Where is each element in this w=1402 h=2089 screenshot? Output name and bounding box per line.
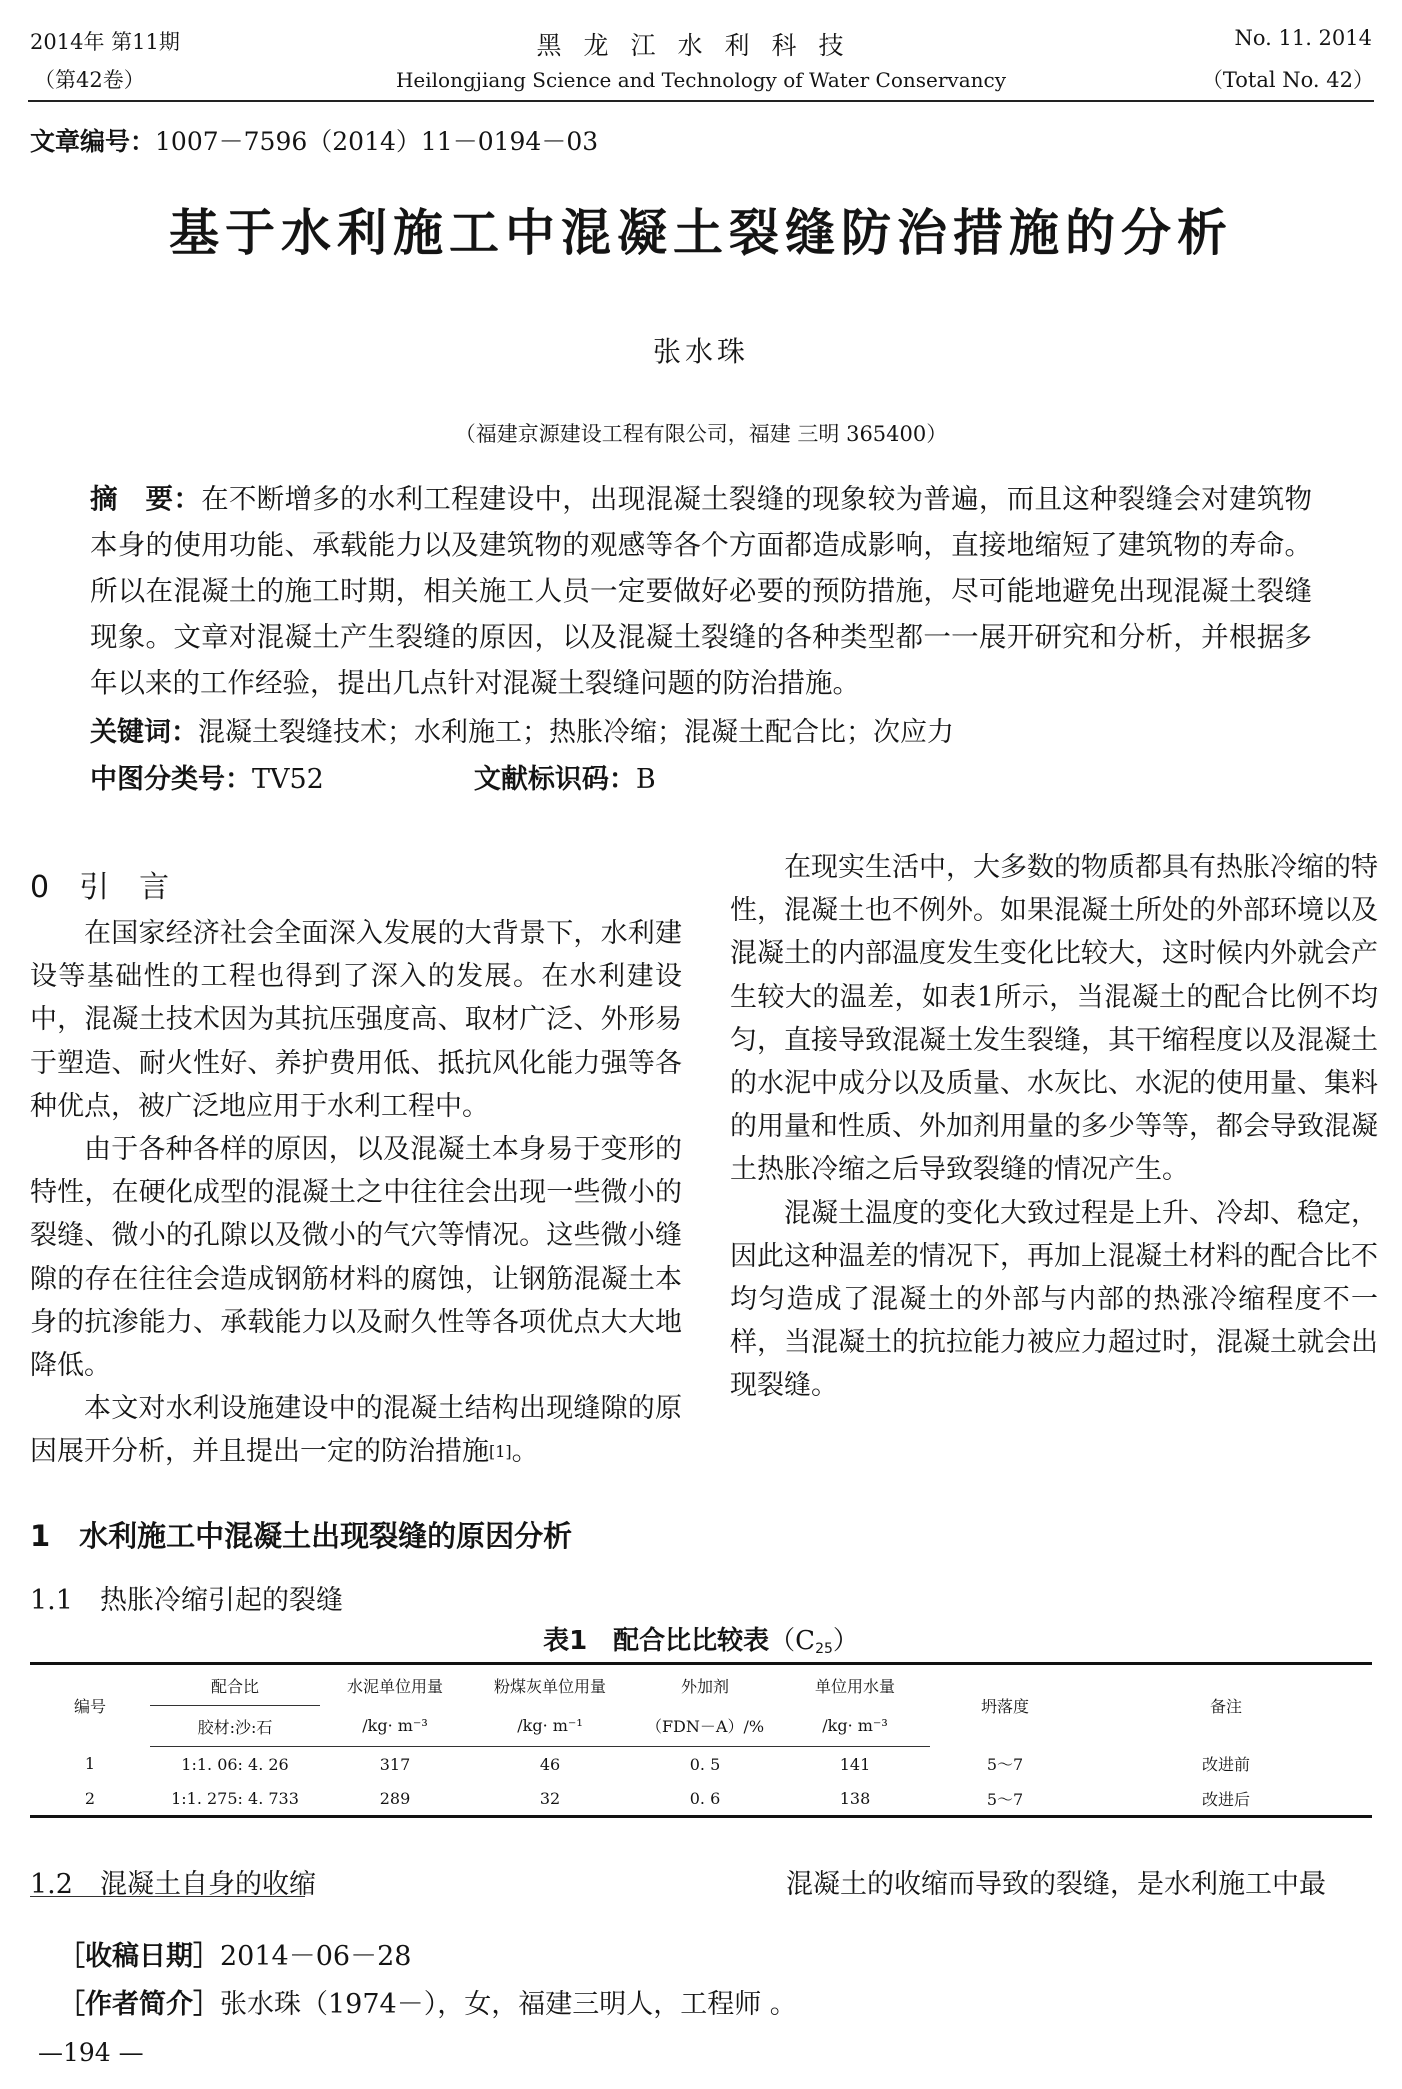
- bio-label: ［作者简介］: [58, 1989, 220, 2020]
- header-issue-en: No. 11. 2014: [1234, 26, 1372, 50]
- bio-value: 张水珠（1974－），女，福建三明人，工程师 。: [220, 1989, 797, 2020]
- clc-label: 中图分类号：: [90, 764, 252, 795]
- received-label: ［收稿日期］: [58, 1941, 220, 1972]
- cell-flyash: 46: [539, 1754, 561, 1774]
- section-1-1-heading: 1.1 热胀冷缩引起的裂缝: [30, 1585, 343, 1616]
- header-flyash-bottom: /kg· m⁻¹: [470, 1706, 630, 1747]
- article-number-value: 1007－7596（2014）11－0194－03: [155, 127, 599, 156]
- cell-ratio: 1:1. 275: 4. 733: [171, 1788, 299, 1808]
- period: 。: [511, 1436, 539, 1468]
- citation: [1]: [489, 1442, 512, 1462]
- header-ratio-bottom: 胶材:沙:石: [150, 1706, 320, 1747]
- abstract: [90, 476, 1312, 706]
- header-water-top: 单位用水量: [814, 1676, 895, 1696]
- header-rule: [28, 100, 1374, 102]
- header-id: 编号: [73, 1697, 106, 1717]
- keywords: [90, 710, 954, 749]
- caption-paren-close: ）: [832, 1626, 859, 1656]
- paragraph: 在现实生活中，大多数的物质都具有热胀冷缩的特性，混凝土也不例外。如果混凝土所处的外部环境以及混凝土的内部温度发生变化比较大，这时候内外就会产生较大的温差，如表1所示，当混凝土的配合比例不均匀，直接导致混凝土发生裂缝，其干缩程度以及混凝土的水泥中成分以及质量、水灰比、水泥的使用量、集料的用量和性质、外加剂用量的多少等等，都会导致混凝土热胀冷缩之后导致裂缝的情况产生。: [730, 852, 1378, 1186]
- received-date: [58, 1934, 411, 1973]
- right-column-tail: 混凝土的收缩而导致的裂缝，是水利施工中最: [786, 1869, 1326, 1900]
- keywords-label: 关键词：: [90, 717, 198, 748]
- header-total-en: （Total No. 42）: [1201, 68, 1374, 92]
- abstract-text: 在不断增多的水利工程建设中，出现混凝土裂缝的现象较为普遍，而且这种裂缝会对建筑物本身的使用功能、承载能力以及建筑物的观感等各个方面都造成影响，直接地缩短了建筑物的寿命。所以在混凝土的施工时期，相关施工人员一定要做好必要的预防措施，尽可能地避免出现混凝土裂缝现象。文章对混凝土产生裂缝的原因，以及混凝土裂缝的各种类型都一一展开研究和分析，并根据多年以来的工作经验，提出几点针对混凝土裂缝问题的防治措施。: [90, 483, 1313, 699]
- footnote-rule: [30, 1896, 305, 1897]
- received-value: 2014－06－28: [220, 1941, 412, 1972]
- abstract-label: 摘 要：: [90, 483, 202, 515]
- journal-title-en: Heilongjiang Science and Technology of Water Conservancy: [395, 68, 1007, 92]
- cell-ratio: 1:1. 06: 4. 26: [181, 1754, 289, 1774]
- section-1-heading: 1 水利施工中混凝土出现裂缝的原因分析: [30, 1519, 573, 1553]
- caption-paren-open: （C: [769, 1626, 816, 1656]
- doc-code-value: B: [635, 764, 656, 795]
- header-slump: 坍落度: [980, 1697, 1029, 1717]
- cell-admix: 0. 5: [689, 1754, 721, 1774]
- header-note: 备注: [1209, 1697, 1242, 1717]
- author-affiliation: （福建京源建设工程有限公司，福建 三明 365400）: [454, 422, 948, 446]
- left-column: [30, 912, 682, 1474]
- article-number-label: 文章编号：: [30, 127, 156, 156]
- cell-water: 141: [839, 1754, 871, 1774]
- cell-admix: 0. 6: [689, 1788, 721, 1808]
- cell-cement: 317: [379, 1754, 411, 1774]
- cell-slump: 5～7: [986, 1755, 1024, 1775]
- header-volume: （第42卷）: [34, 68, 145, 92]
- cell-slump: 5～7: [986, 1789, 1024, 1809]
- doc-code-label: 文献标识码：: [473, 764, 636, 795]
- header-admix-top: 外加剂: [680, 1676, 729, 1696]
- header-ratio-top: 配合比: [150, 1664, 320, 1706]
- caption-sub: 25: [815, 1641, 833, 1657]
- section-1-2-heading: 1.2 混凝土自身的收缩: [30, 1869, 316, 1900]
- cell-id: 1: [84, 1754, 96, 1774]
- paragraph: 由于各种各样的原因，以及混凝土本身易于变形的特性，在硬化成型的混凝土之中往往会出现一些微小的裂缝、微小的孔隙以及微小的气穴等情况。这些微小缝隙的存在往往会造成钢筋材料的腐蚀，让钢筋混凝土本身的抗渗能力、承载能力以及耐久性等各项优点大大地降低。: [30, 1134, 682, 1382]
- table-row: [30, 1781, 1372, 1817]
- classification: [90, 757, 656, 796]
- table-caption-text: 表1 配合比比较表: [543, 1626, 770, 1656]
- ratio-table: [30, 1662, 1372, 1818]
- paper-title: 基于水利施工中混凝土裂缝防治措施的分析: [169, 204, 1233, 262]
- right-column: [730, 846, 1378, 1408]
- page-number: —194 —: [38, 2038, 144, 2067]
- header-cement-top: 水泥单位用量: [346, 1676, 443, 1696]
- header-water-bottom: /kg· m⁻³: [780, 1706, 930, 1747]
- section-0-heading: 0 引 言: [30, 870, 170, 905]
- clc-value: TV52: [252, 764, 324, 795]
- cell-cement: 289: [379, 1788, 411, 1808]
- article-number: [30, 122, 598, 158]
- header-flyash-top: 粉煤灰单位用量: [493, 1676, 606, 1696]
- author-name: 张水珠: [652, 335, 749, 368]
- cell-id: 2: [84, 1788, 96, 1808]
- paragraph-last: [30, 1387, 682, 1473]
- header-admix-bottom: （FDN－A）/%: [630, 1706, 780, 1747]
- cell-water: 138: [839, 1788, 871, 1808]
- cell-note: 改进前: [1201, 1755, 1250, 1775]
- journal-title-cn: 黑龙江水利科技: [536, 31, 866, 60]
- header-year-issue: 2014年 第11期: [30, 30, 180, 54]
- cell-flyash: 32: [539, 1788, 561, 1808]
- table-caption: [0, 1620, 1402, 1657]
- cell-note: 改进后: [1201, 1789, 1250, 1809]
- paragraph-text: 本文对水利设施建设中的混凝土结构出现缝隙的原因展开分析，并且提出一定的防治措施: [30, 1393, 682, 1468]
- header-cement-bottom: /kg· m⁻³: [320, 1706, 470, 1747]
- keywords-text: 混凝土裂缝技术；水利施工；热胀冷缩；混凝土配合比；次应力: [198, 717, 954, 748]
- paragraph: 混凝土温度的变化大致过程是上升、冷却、稳定，因此这种温差的情况下，再加上混凝土材料的配合比不均匀造成了混凝土的外部与内部的热涨冷缩程度不一样，当混凝土的抗拉能力被应力超过时，混凝土就会出现裂缝。: [730, 1197, 1378, 1402]
- paragraph: 在国家经济社会全面深入发展的大背景下，水利建设等基础性的工程也得到了深入的发展。在水利建设中，混凝土技术因为其抗压强度高、取材广泛、外形易于塑造、耐火性好、养护费用低、抵抗风化能力强等各种优点，被广泛地应用于水利工程中。: [30, 918, 682, 1122]
- table-row: [30, 1747, 1372, 1782]
- author-bio: [58, 1982, 797, 2021]
